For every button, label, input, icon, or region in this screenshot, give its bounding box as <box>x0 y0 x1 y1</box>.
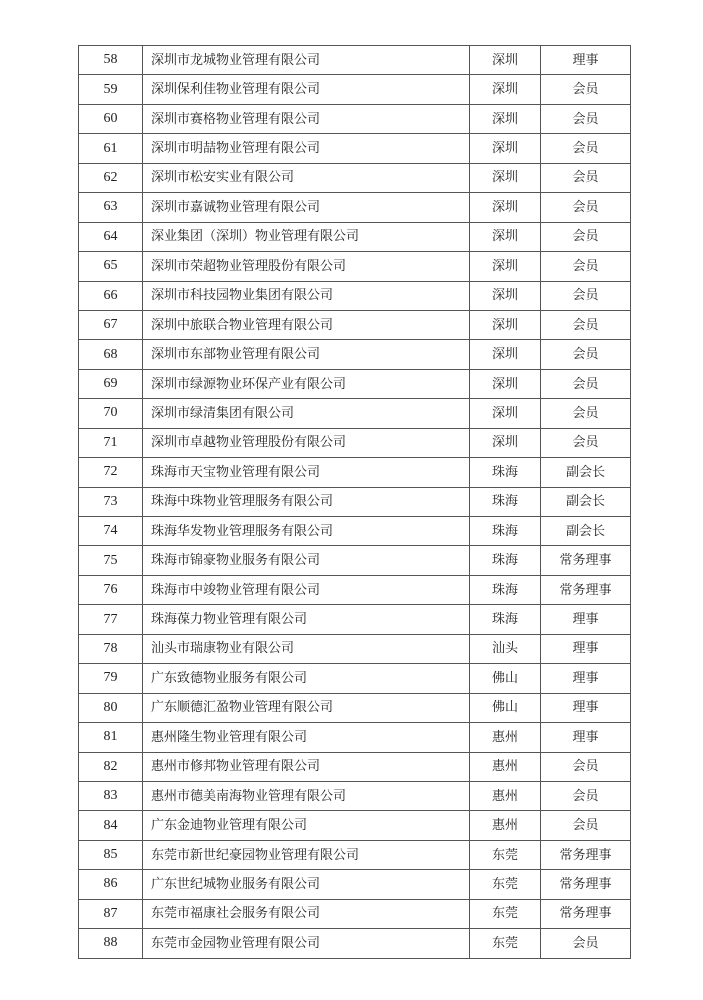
table-row <box>79 163 631 192</box>
row-number: 68 <box>79 340 143 369</box>
table-row <box>79 634 631 663</box>
row-number: 70 <box>79 399 143 428</box>
table-row <box>79 46 631 75</box>
table-row <box>79 517 631 546</box>
city: 深圳 <box>470 428 541 457</box>
table-row <box>79 222 631 251</box>
membership-role: 会员 <box>541 104 631 133</box>
membership-role: 理事 <box>541 605 631 634</box>
table-row <box>79 693 631 722</box>
row-number: 60 <box>79 104 143 133</box>
city: 深圳 <box>470 340 541 369</box>
membership-role: 理事 <box>541 693 631 722</box>
company-name: 东莞市新世纪豪园物业管理有限公司 <box>143 840 470 869</box>
table-row <box>79 870 631 899</box>
company-name: 珠海市天宝物业管理有限公司 <box>143 458 470 487</box>
city: 深圳 <box>470 399 541 428</box>
row-number: 66 <box>79 281 143 310</box>
table-row <box>79 75 631 104</box>
membership-role: 会员 <box>541 75 631 104</box>
city: 深圳 <box>470 46 541 75</box>
row-number: 77 <box>79 605 143 634</box>
company-name: 深圳市绿清集团有限公司 <box>143 399 470 428</box>
membership-role: 副会长 <box>541 458 631 487</box>
membership-role: 常务理事 <box>541 546 631 575</box>
table-row <box>79 723 631 752</box>
membership-role: 会员 <box>541 252 631 281</box>
row-number: 61 <box>79 134 143 163</box>
city: 东莞 <box>470 929 541 958</box>
row-number: 84 <box>79 811 143 840</box>
membership-role: 会员 <box>541 428 631 457</box>
table-row <box>79 104 631 133</box>
table-row <box>79 546 631 575</box>
company-name: 珠海市锦豪物业服务有限公司 <box>143 546 470 575</box>
city: 深圳 <box>470 104 541 133</box>
row-number: 71 <box>79 428 143 457</box>
table-row <box>79 134 631 163</box>
city: 惠州 <box>470 723 541 752</box>
membership-role: 理事 <box>541 664 631 693</box>
membership-role: 常务理事 <box>541 899 631 928</box>
city: 佛山 <box>470 664 541 693</box>
company-name: 深圳市卓越物业管理股份有限公司 <box>143 428 470 457</box>
company-name: 广东世纪城物业服务有限公司 <box>143 870 470 899</box>
member-table <box>78 45 631 959</box>
city: 东莞 <box>470 899 541 928</box>
company-name: 汕头市瑞康物业有限公司 <box>143 634 470 663</box>
company-name: 珠海中珠物业管理服务有限公司 <box>143 487 470 516</box>
city: 惠州 <box>470 811 541 840</box>
city: 珠海 <box>470 517 541 546</box>
membership-role: 会员 <box>541 163 631 192</box>
table-row <box>79 369 631 398</box>
membership-role: 会员 <box>541 310 631 339</box>
table-row <box>79 840 631 869</box>
city: 深圳 <box>470 310 541 339</box>
membership-role: 理事 <box>541 723 631 752</box>
row-number: 72 <box>79 458 143 487</box>
company-name: 惠州市修邦物业管理有限公司 <box>143 752 470 781</box>
company-name: 东莞市福康社会服务有限公司 <box>143 899 470 928</box>
row-number: 73 <box>79 487 143 516</box>
row-number: 88 <box>79 929 143 958</box>
row-number: 83 <box>79 781 143 810</box>
city: 珠海 <box>470 487 541 516</box>
company-name: 深圳市荣超物业管理股份有限公司 <box>143 252 470 281</box>
city: 深圳 <box>470 193 541 222</box>
city: 惠州 <box>470 752 541 781</box>
table-row <box>79 428 631 457</box>
company-name: 惠州市德美南海物业管理有限公司 <box>143 781 470 810</box>
row-number: 82 <box>79 752 143 781</box>
membership-role: 副会长 <box>541 517 631 546</box>
membership-role: 会员 <box>541 281 631 310</box>
table-row <box>79 193 631 222</box>
company-name: 东莞市金园物业管理有限公司 <box>143 929 470 958</box>
city: 深圳 <box>470 369 541 398</box>
table-row <box>79 811 631 840</box>
company-name: 广东金迪物业管理有限公司 <box>143 811 470 840</box>
company-name: 深圳市嘉诚物业管理有限公司 <box>143 193 470 222</box>
row-number: 65 <box>79 252 143 281</box>
table-row <box>79 310 631 339</box>
company-name: 深圳中旅联合物业管理有限公司 <box>143 310 470 339</box>
table-row <box>79 340 631 369</box>
membership-role: 会员 <box>541 752 631 781</box>
membership-role: 会员 <box>541 222 631 251</box>
company-name: 深圳市龙城物业管理有限公司 <box>143 46 470 75</box>
table-row <box>79 664 631 693</box>
city: 汕头 <box>470 634 541 663</box>
table-row <box>79 899 631 928</box>
company-name: 深业集团（深圳）物业管理有限公司 <box>143 222 470 251</box>
table-row <box>79 781 631 810</box>
table-row <box>79 458 631 487</box>
table-row <box>79 281 631 310</box>
company-name: 惠州隆生物业管理有限公司 <box>143 723 470 752</box>
city: 珠海 <box>470 605 541 634</box>
membership-role: 常务理事 <box>541 840 631 869</box>
city: 深圳 <box>470 75 541 104</box>
city: 佛山 <box>470 693 541 722</box>
city: 东莞 <box>470 840 541 869</box>
table-row <box>79 929 631 958</box>
company-name: 深圳市明喆物业管理有限公司 <box>143 134 470 163</box>
city: 惠州 <box>470 781 541 810</box>
row-number: 81 <box>79 723 143 752</box>
city: 深圳 <box>470 281 541 310</box>
row-number: 79 <box>79 664 143 693</box>
company-name: 深圳保利佳物业管理有限公司 <box>143 75 470 104</box>
row-number: 87 <box>79 899 143 928</box>
company-name: 广东顺德汇盈物业管理有限公司 <box>143 693 470 722</box>
company-name: 深圳市松安实业有限公司 <box>143 163 470 192</box>
table-row <box>79 605 631 634</box>
company-name: 深圳市东部物业管理有限公司 <box>143 340 470 369</box>
company-name: 珠海市中竣物业管理有限公司 <box>143 575 470 604</box>
row-number: 59 <box>79 75 143 104</box>
city: 珠海 <box>470 458 541 487</box>
company-name: 广东致德物业服务有限公司 <box>143 664 470 693</box>
member-table-body <box>79 46 631 959</box>
company-name: 深圳市赛格物业管理有限公司 <box>143 104 470 133</box>
company-name: 珠海葆力物业管理有限公司 <box>143 605 470 634</box>
membership-role: 会员 <box>541 399 631 428</box>
row-number: 64 <box>79 222 143 251</box>
table-row <box>79 752 631 781</box>
row-number: 85 <box>79 840 143 869</box>
row-number: 69 <box>79 369 143 398</box>
table-row <box>79 487 631 516</box>
table-row <box>79 575 631 604</box>
membership-role: 会员 <box>541 193 631 222</box>
row-number: 80 <box>79 693 143 722</box>
membership-role: 会员 <box>541 781 631 810</box>
row-number: 62 <box>79 163 143 192</box>
membership-role: 会员 <box>541 369 631 398</box>
city: 深圳 <box>470 163 541 192</box>
row-number: 75 <box>79 546 143 575</box>
company-name: 深圳市科技园物业集团有限公司 <box>143 281 470 310</box>
row-number: 74 <box>79 517 143 546</box>
row-number: 67 <box>79 310 143 339</box>
table-row <box>79 252 631 281</box>
membership-role: 会员 <box>541 811 631 840</box>
membership-role: 理事 <box>541 46 631 75</box>
city: 东莞 <box>470 870 541 899</box>
membership-role: 会员 <box>541 134 631 163</box>
membership-role: 会员 <box>541 340 631 369</box>
company-name: 珠海华发物业管理服务有限公司 <box>143 517 470 546</box>
row-number: 58 <box>79 46 143 75</box>
membership-role: 副会长 <box>541 487 631 516</box>
row-number: 76 <box>79 575 143 604</box>
membership-role: 常务理事 <box>541 870 631 899</box>
membership-role: 会员 <box>541 929 631 958</box>
membership-role: 常务理事 <box>541 575 631 604</box>
city: 深圳 <box>470 222 541 251</box>
city: 珠海 <box>470 575 541 604</box>
row-number: 78 <box>79 634 143 663</box>
membership-role: 理事 <box>541 634 631 663</box>
row-number: 63 <box>79 193 143 222</box>
city: 深圳 <box>470 252 541 281</box>
company-name: 深圳市绿源物业环保产业有限公司 <box>143 369 470 398</box>
city: 深圳 <box>470 134 541 163</box>
city: 珠海 <box>470 546 541 575</box>
table-row <box>79 399 631 428</box>
row-number: 86 <box>79 870 143 899</box>
